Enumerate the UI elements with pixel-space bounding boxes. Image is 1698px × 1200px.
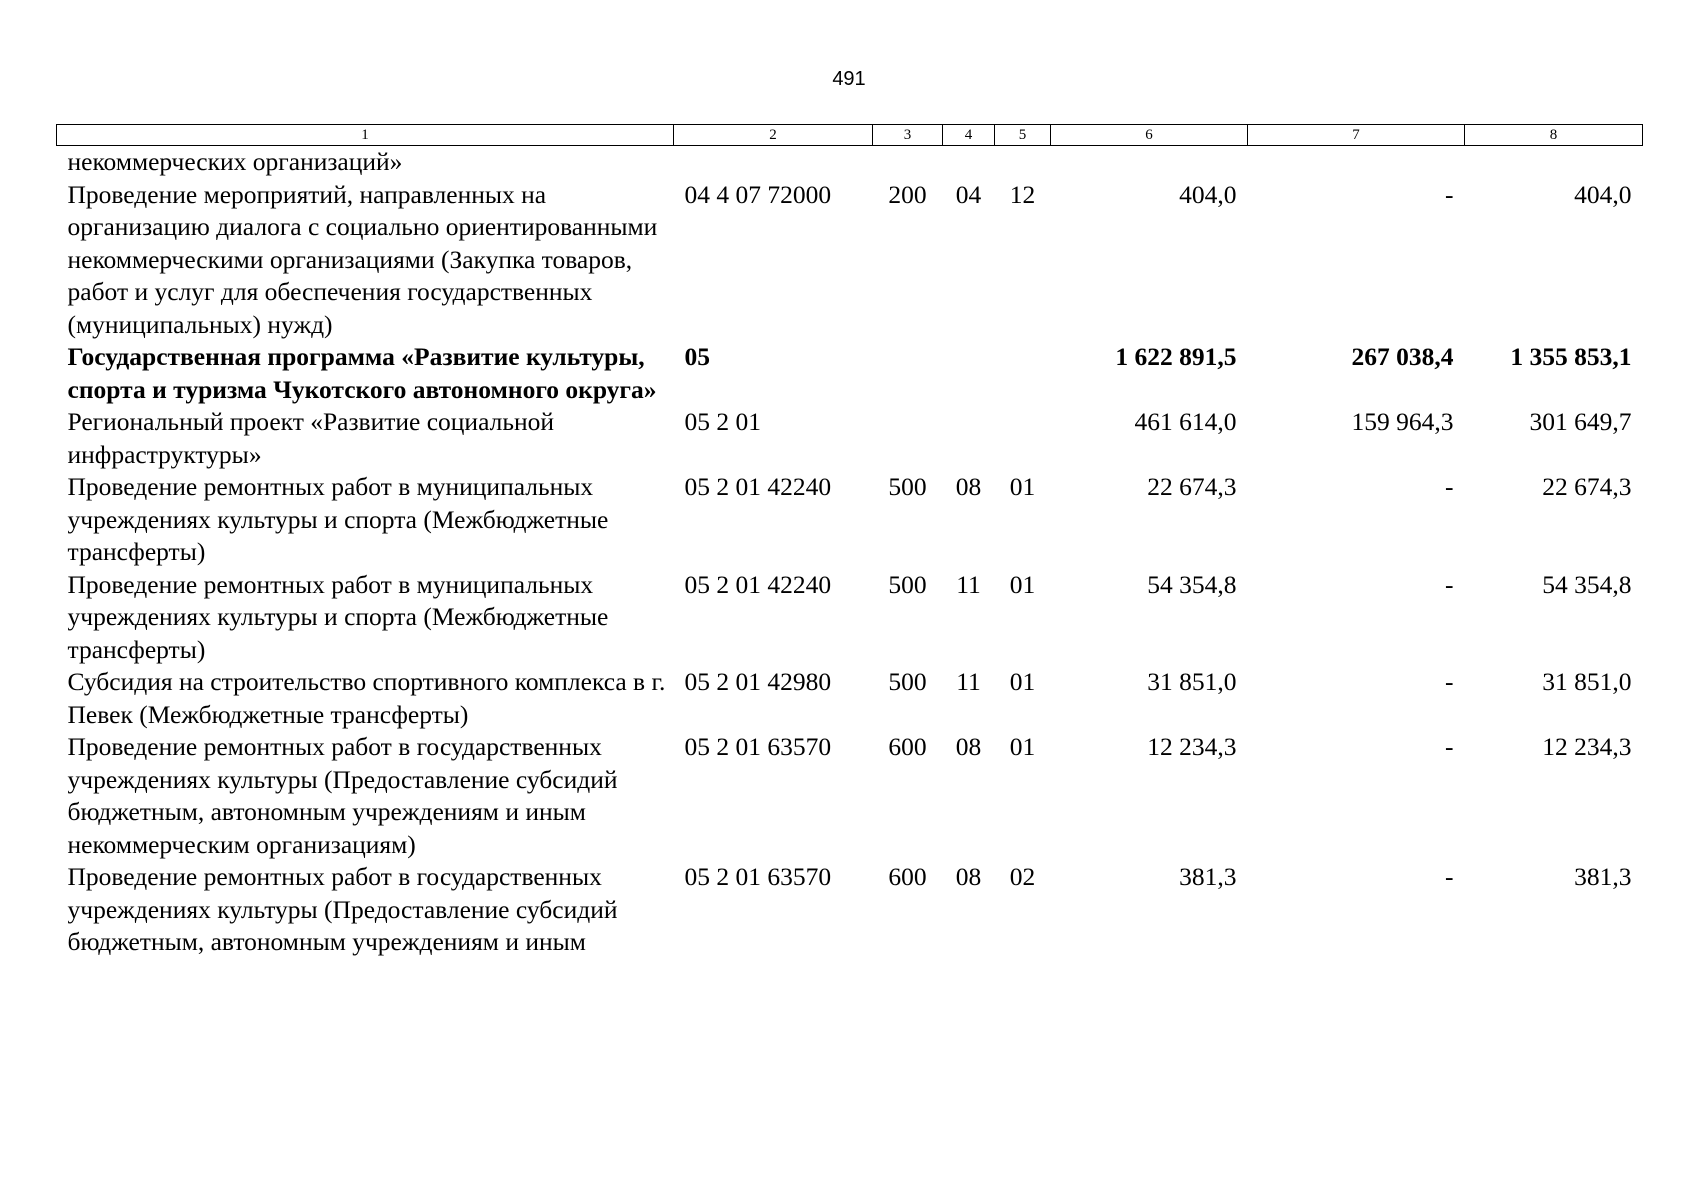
row-federal-cell: 267 038,4: [1351, 342, 1454, 371]
row-federal-cell: [1248, 146, 1465, 179]
row-subsection-cell: 12: [1009, 179, 1036, 209]
column-header: 8: [1465, 125, 1643, 146]
budget-table: [56, 124, 1643, 959]
column-header: 4: [943, 125, 995, 146]
row-regional-cell: 31 851,0: [1542, 667, 1632, 696]
row-section-cell: 08: [955, 472, 982, 501]
row-federal-cell: -: [1445, 569, 1454, 599]
table-row: [57, 341, 1643, 406]
row-name-cell: Проведение ремонтных работ в муниципальных учреждениях культуры и спорта (Межбюджетные трансферты): [67, 569, 609, 664]
row-code-cell: 05 2 01 42240: [684, 569, 832, 599]
column-header: 5: [995, 125, 1051, 146]
row-total-cell: 1 622 891,5: [1115, 342, 1237, 371]
table-header: [57, 125, 1643, 146]
row-subsection-cell: 01: [1009, 472, 1036, 501]
row-subsection-cell: 01: [1009, 667, 1036, 696]
header-row: [57, 125, 1643, 146]
row-total-cell: 22 674,3: [1147, 472, 1237, 501]
table-row: [57, 146, 1643, 179]
row-code-cell: 04 4 07 72000: [684, 179, 832, 209]
row-regional-cell: 22 674,3: [1542, 472, 1632, 501]
table-row: [57, 471, 1643, 569]
row-section-cell: [943, 341, 995, 406]
row-section-cell: 04: [955, 179, 982, 209]
row-section-cell: 08: [955, 862, 982, 891]
column-header: 6: [1051, 125, 1248, 146]
row-code-cell: 05 2 01 63570: [684, 732, 832, 761]
column-header: 2: [674, 125, 873, 146]
row-expense-type-cell: 500: [888, 472, 927, 501]
page-number: 491: [832, 68, 866, 90]
row-code-cell: 05 2 01 42980: [684, 667, 832, 696]
row-regional-cell: 404,0: [1574, 179, 1632, 209]
row-subsection-cell: 02: [1009, 862, 1036, 891]
table-row: [57, 406, 1643, 471]
row-total-cell: 461 614,0: [1134, 407, 1237, 436]
row-federal-cell: 159 964,3: [1351, 407, 1454, 436]
row-subsection-cell: [995, 146, 1051, 179]
row-federal-cell: -: [1445, 732, 1454, 761]
row-total-cell: [1051, 146, 1248, 179]
row-total-cell: 404,0: [1179, 179, 1237, 209]
row-regional-cell: 12 234,3: [1542, 732, 1632, 761]
row-regional-cell: 381,3: [1574, 862, 1632, 891]
column-header: 3: [873, 125, 943, 146]
row-code-cell: [674, 146, 873, 179]
table-row: [57, 731, 1643, 861]
row-code-cell: 05 2 01 63570: [684, 862, 832, 891]
row-federal-cell: -: [1445, 179, 1454, 209]
row-subsection-cell: 01: [1009, 732, 1036, 761]
table-row: [57, 861, 1643, 959]
row-total-cell: 31 851,0: [1147, 667, 1237, 696]
row-name-cell: Проведение ремонтных работ в муниципальных учреждениях культуры и спорта (Межбюджетные трансферты): [67, 472, 609, 566]
row-federal-cell: -: [1445, 472, 1454, 501]
row-regional-cell: 301 649,7: [1529, 407, 1632, 436]
row-expense-type-cell: 600: [888, 862, 927, 891]
row-section-cell: [943, 146, 995, 179]
row-expense-type-cell: 600: [888, 732, 927, 761]
row-code-cell: 05 2 01: [684, 407, 761, 436]
row-name-cell: Субсидия на строительство спортивного комплекса в г. Певек (Межбюджетные трансферты): [67, 667, 666, 729]
row-subsection-cell: [995, 341, 1051, 406]
row-regional-cell: 1 355 853,1: [1510, 342, 1632, 371]
row-expense-type-cell: 500: [888, 667, 927, 696]
row-subsection-cell: [995, 406, 1051, 471]
table-row: [57, 179, 1643, 342]
row-section-cell: [943, 406, 995, 471]
row-total-cell: 54 354,8: [1147, 569, 1237, 599]
row-section-cell: 08: [955, 732, 982, 761]
row-expense-type-cell: 500: [888, 569, 927, 599]
row-name-cell: Проведение мероприятий, направленных на организацию диалога с социально ориентированными некоммерческими организациями (Закупка товаров, работ и услуг для обеспечения государственных (муниципальных) нужд): [67, 179, 658, 339]
row-name-cell: Проведение ремонтных работ в государственных учреждениях культуры (Предоставление субсидий бюджетным, автономным учреждениям и иным: [67, 862, 618, 956]
row-subsection-cell: 01: [1009, 569, 1036, 599]
column-header: 7: [1248, 125, 1465, 146]
row-federal-cell: -: [1445, 667, 1454, 696]
table-body: [57, 146, 1643, 959]
table-row: [57, 666, 1643, 731]
row-regional-cell: [1465, 146, 1643, 179]
row-regional-cell: 54 354,8: [1542, 569, 1632, 599]
row-name-cell: Государственная программа «Развитие культуры, спорта и туризма Чукотского автономного округа»: [67, 342, 657, 404]
row-expense-type-cell: 200: [888, 179, 927, 209]
row-federal-cell: -: [1445, 862, 1454, 891]
column-header: 1: [57, 125, 674, 146]
row-total-cell: 381,3: [1179, 862, 1237, 891]
row-code-cell: 05 2 01 42240: [684, 472, 832, 501]
row-total-cell: 12 234,3: [1147, 732, 1237, 761]
row-expense-type-cell: [873, 341, 943, 406]
row-name-cell: Региональный проект «Развитие социальной инфраструктуры»: [67, 407, 555, 469]
row-code-cell: 05: [684, 342, 710, 371]
row-section-cell: 11: [956, 569, 981, 599]
row-expense-type-cell: [873, 146, 943, 179]
table-row: [57, 569, 1643, 667]
row-name-cell: некоммерческих организаций»: [67, 147, 403, 176]
row-name-cell: Проведение ремонтных работ в государственных учреждениях культуры (Предоставление субсидий бюджетным, автономным учреждениям и иным некоммерческим организациям): [67, 732, 618, 859]
row-expense-type-cell: [873, 406, 943, 471]
row-section-cell: 11: [956, 667, 981, 696]
